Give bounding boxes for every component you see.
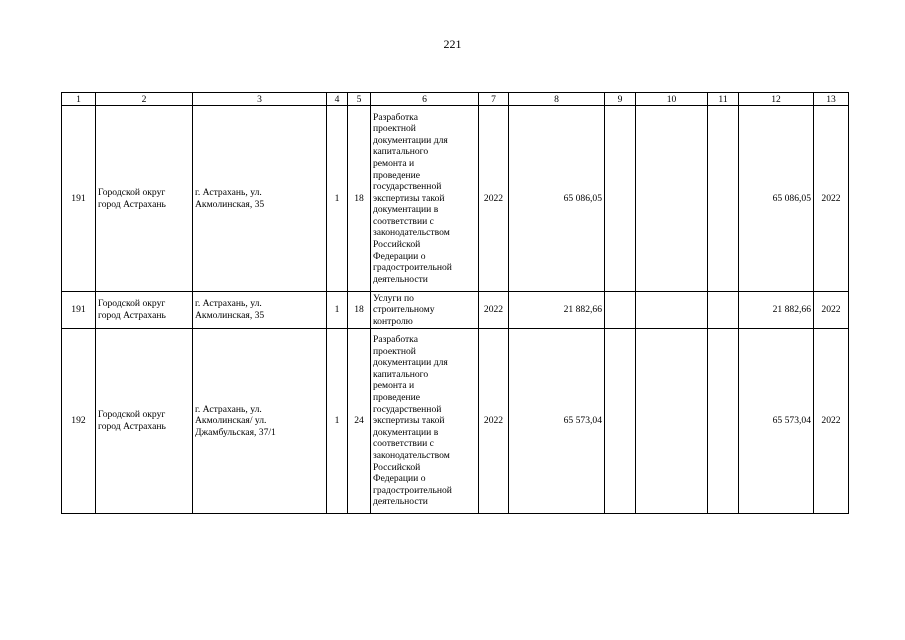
column-header-11: 11: [708, 93, 739, 106]
page-number: 221: [443, 37, 462, 51]
work-type-cell-line: экспертизы такой: [373, 415, 445, 427]
work-type-cell-line: государственной: [373, 181, 442, 193]
table-body: [62, 106, 849, 514]
municipality-cell-line: город Астрахань: [98, 421, 166, 432]
work-type-cell-line: документации в: [373, 426, 439, 438]
table-row: [62, 106, 849, 292]
municipality-cell: [96, 329, 193, 514]
column-header-8: 8: [509, 93, 605, 106]
column-header-5: 5: [348, 93, 371, 106]
header-row: [62, 93, 849, 106]
column-header-4: 4: [327, 93, 348, 106]
work-type-cell-line: документации для: [373, 134, 448, 146]
year-cell: 2022: [479, 106, 509, 292]
year-cell: 2022: [479, 329, 509, 514]
municipality-cell: [96, 292, 193, 329]
column-header-6: 6: [371, 93, 479, 106]
column-13-cell: 2022: [814, 329, 849, 514]
column-10-cell: [636, 329, 708, 514]
column-header-9: 9: [605, 93, 636, 106]
column-4-cell: 1: [327, 292, 348, 329]
work-type-cell-line: проектной: [373, 123, 416, 135]
address-cell: [193, 292, 327, 329]
column-11-cell: [708, 106, 739, 292]
work-type-cell-line: градостроительной: [373, 262, 452, 274]
address-cell-line: г. Астрахань, ул.: [195, 186, 262, 198]
column-13-cell: 2022: [814, 106, 849, 292]
column-header-12: 12: [739, 93, 814, 106]
work-type-cell-line: Федерации о: [373, 250, 426, 262]
municipality-cell-line: город Астрахань: [98, 310, 166, 321]
row-number: 191: [62, 292, 96, 329]
work-type-cell-line: капитального: [373, 368, 429, 380]
work-type-cell-line: соответствии с: [373, 438, 434, 450]
work-type-cell-line: контролю: [373, 315, 413, 327]
column-header-10: 10: [636, 93, 708, 106]
column-12-cell: 65 573,04: [739, 329, 814, 514]
column-5-cell: 18: [348, 292, 371, 329]
work-type-cell-line: деятельности: [373, 496, 428, 508]
work-type-cell-line: ремонта и: [373, 380, 415, 392]
column-11-cell: [708, 329, 739, 514]
address-cell-line: Акмолинская/ ул.: [195, 415, 267, 427]
column-10-cell: [636, 106, 708, 292]
work-type-cell-line: Разработка: [373, 334, 418, 346]
column-5-cell: 24: [348, 329, 371, 514]
column-9-cell: [605, 106, 636, 292]
row-number: 191: [62, 106, 96, 292]
work-type-cell-line: проведение: [373, 392, 420, 404]
work-type-cell-line: ремонта и: [373, 157, 415, 169]
column-header-3: 3: [193, 93, 327, 106]
column-header-13: 13: [814, 93, 849, 106]
municipality-cell: [96, 106, 193, 292]
column-header-1: 1: [62, 93, 96, 106]
address-cell-line: Джамбульская, 37/1: [195, 426, 276, 438]
work-type-cell-line: экспертизы такой: [373, 192, 445, 204]
address-cell-line: Акмолинская, 35: [195, 310, 265, 321]
work-type-cell-line: Федерации о: [373, 473, 426, 485]
column-9-cell: [605, 292, 636, 329]
column-header-2: 2: [96, 93, 193, 106]
column-12-cell: 65 086,05: [739, 106, 814, 292]
table-header: [62, 93, 849, 106]
address-cell-line: г. Астрахань, ул.: [195, 298, 262, 310]
column-11-cell: [708, 292, 739, 329]
work-type-cell-line: проектной: [373, 345, 416, 357]
work-type-cell-line: градостроительной: [373, 484, 452, 496]
work-type-cell-line: государственной: [373, 403, 442, 415]
municipality-cell-line: Городской округ: [98, 186, 166, 198]
cost-cell: 21 882,66: [509, 292, 605, 329]
work-type-cell-line: Услуги по: [373, 292, 414, 304]
column-4-cell: 1: [327, 329, 348, 514]
work-type-cell-line: Разработка: [373, 111, 418, 123]
row-number: 192: [62, 329, 96, 514]
work-type-cell-line: капитального: [373, 146, 429, 158]
column-10-cell: [636, 292, 708, 329]
column-5-cell: 18: [348, 106, 371, 292]
column-header-7: 7: [479, 93, 509, 106]
work-type-cell-line: Российской: [373, 461, 421, 473]
column-12-cell: 21 882,66: [739, 292, 814, 329]
work-type-cell-line: деятельности: [373, 273, 428, 285]
year-cell: 2022: [479, 292, 509, 329]
cost-cell: 65 573,04: [509, 329, 605, 514]
municipality-cell-line: Городской округ: [98, 409, 166, 421]
address-cell-line: г. Астрахань, ул.: [195, 403, 262, 415]
address-cell: [193, 106, 327, 292]
work-type-cell-line: документации для: [373, 357, 448, 369]
column-4-cell: 1: [327, 106, 348, 292]
work-type-cell: [371, 106, 479, 292]
work-type-cell-line: Российской: [373, 239, 421, 251]
register-table: [61, 92, 849, 514]
column-13-cell: 2022: [814, 292, 849, 329]
work-type-cell-line: соответствии с: [373, 215, 434, 227]
address-cell-line: Акмолинская, 35: [195, 198, 265, 210]
table-row: [62, 292, 849, 329]
work-type-cell-line: строительному: [373, 304, 435, 316]
work-type-cell-line: законодательством: [373, 449, 450, 461]
municipality-cell-line: Городской округ: [98, 298, 166, 310]
work-type-cell-line: документации в: [373, 204, 439, 216]
municipality-cell-line: город Астрахань: [98, 198, 166, 210]
column-9-cell: [605, 329, 636, 514]
work-type-cell: [371, 329, 479, 514]
work-type-cell-line: законодательством: [373, 227, 450, 239]
cost-cell: 65 086,05: [509, 106, 605, 292]
table-row: [62, 329, 849, 514]
work-type-cell: [371, 292, 479, 329]
work-type-cell-line: проведение: [373, 169, 420, 181]
address-cell: [193, 329, 327, 514]
